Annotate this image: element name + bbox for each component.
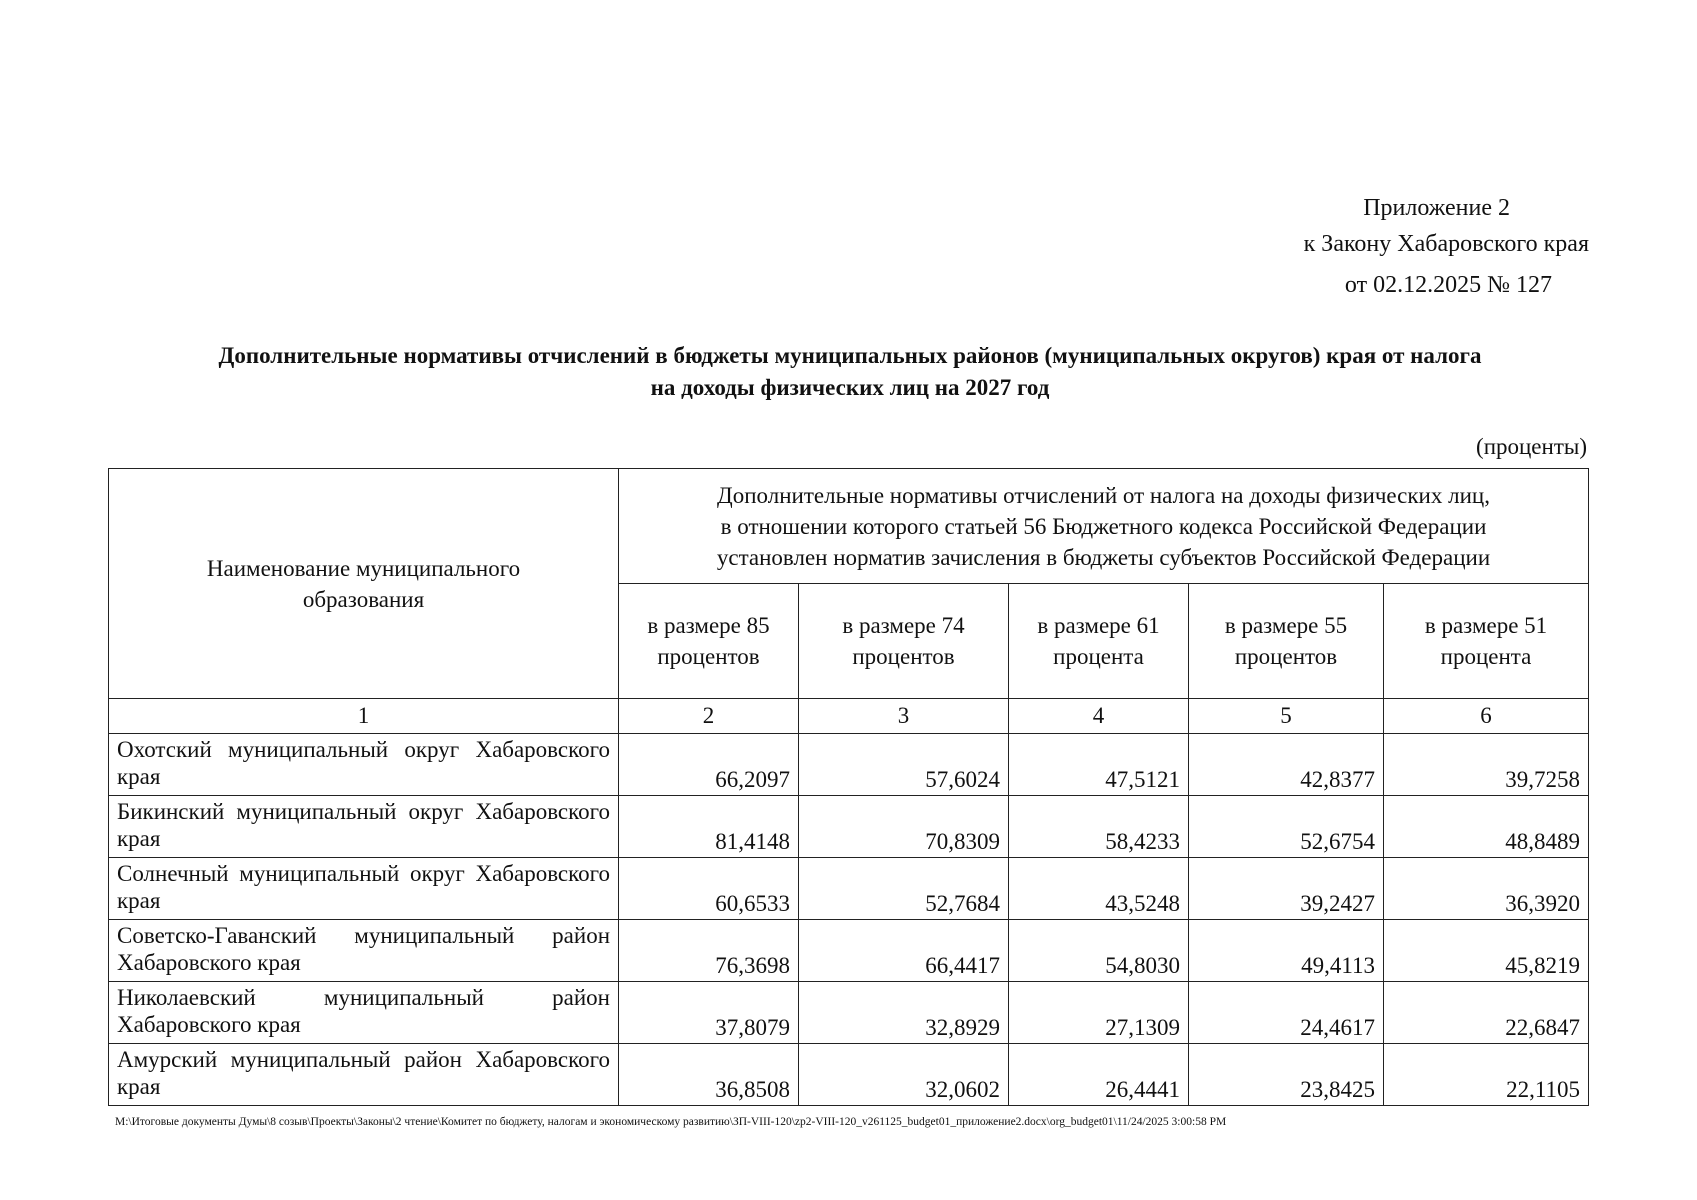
value-cell: 32,8929 bbox=[799, 982, 1009, 1044]
sub-header-line-2: процентов bbox=[852, 644, 955, 669]
value-cell: 81,4148 bbox=[619, 796, 799, 858]
value-cell: 52,7684 bbox=[799, 858, 1009, 920]
value-cell: 76,3698 bbox=[619, 920, 799, 982]
value-cell: 36,3920 bbox=[1384, 858, 1589, 920]
sub-header-line-1: в размере 61 bbox=[1037, 613, 1160, 638]
value-cell: 42,8377 bbox=[1189, 734, 1384, 796]
file-path-footer: M:\Итоговые документы Думы\8 созыв\Проекты\Законы\2 чтение\Комитет по бюджету, налогам и экономическому развитию\ЗП-VIII-120\zp2-VIII-120_v261125_budget01_приложение2.docx\org_budget01\11/24/2025 3:00:58 PM bbox=[115, 1116, 1227, 1128]
column-number-1: 1 bbox=[109, 699, 619, 734]
value-cell: 48,8489 bbox=[1384, 796, 1589, 858]
table-row bbox=[109, 1044, 1589, 1106]
sub-header-line-2: процента bbox=[1440, 644, 1532, 669]
annex-number: Приложение 2 bbox=[1363, 195, 1510, 221]
header-span-line-1: Дополнительные нормативы отчислений от налога на доходы физических лиц, bbox=[717, 482, 1490, 508]
municipality-name: Солнечный муниципальный округ Хабаровского края bbox=[109, 858, 619, 920]
value-cell: 66,4417 bbox=[799, 920, 1009, 982]
value-cell: 26,4441 bbox=[1009, 1044, 1189, 1106]
sub-header-col-6 bbox=[1384, 584, 1589, 699]
municipality-name: Амурский муниципальный район Хабаровского края bbox=[109, 1044, 619, 1106]
title-line-1: Дополнительные нормативы отчислений в бюджеты муниципальных районов (муниципальных округов) края от налога bbox=[218, 343, 1482, 368]
value-cell: 49,4113 bbox=[1189, 920, 1384, 982]
municipality-name: Бикинский муниципальный округ Хабаровского края bbox=[109, 796, 619, 858]
sub-header-col-3 bbox=[799, 584, 1009, 699]
value-cell: 27,1309 bbox=[1009, 982, 1189, 1044]
municipality-name: Советско-Гаванский муниципальный район Хабаровского края bbox=[109, 920, 619, 982]
column-number-6: 6 bbox=[1384, 699, 1589, 734]
value-cell: 37,8079 bbox=[619, 982, 799, 1044]
sub-header-line-1: в размере 85 bbox=[647, 613, 770, 638]
value-cell: 24,4617 bbox=[1189, 982, 1384, 1044]
value-cell: 54,8030 bbox=[1009, 920, 1189, 982]
allocation-table bbox=[108, 468, 1589, 1106]
sub-header-col-2 bbox=[619, 584, 799, 699]
table-row bbox=[109, 734, 1589, 796]
value-cell: 58,4233 bbox=[1009, 796, 1189, 858]
annex-law: к Закону Хабаровского края bbox=[1303, 231, 1589, 257]
municipality-name: Охотский муниципальный округ Хабаровского края bbox=[109, 734, 619, 796]
value-cell: 43,5248 bbox=[1009, 858, 1189, 920]
sub-header-line-1: в размере 74 bbox=[842, 613, 965, 638]
header-span-line-2: в отношении которого статьей 56 Бюджетного кодекса Российской Федерации bbox=[720, 513, 1487, 539]
value-cell: 32,0602 bbox=[799, 1044, 1009, 1106]
sub-header-line-2: процентов bbox=[657, 644, 760, 669]
column-number-5: 5 bbox=[1189, 699, 1384, 734]
table-body bbox=[109, 734, 1589, 1106]
value-cell: 45,8219 bbox=[1384, 920, 1589, 982]
unit-note: (проценты) bbox=[1476, 434, 1587, 459]
header-span-line-3: установлен норматив зачисления в бюджеты субъектов Российской Федерации bbox=[716, 544, 1491, 570]
value-cell: 57,6024 bbox=[799, 734, 1009, 796]
sub-header-line-2: процента bbox=[1053, 644, 1144, 669]
municipality-name: Николаевский муниципальный район Хабаровского края bbox=[109, 982, 619, 1044]
document-title bbox=[110, 340, 1590, 404]
column-number-2: 2 bbox=[619, 699, 799, 734]
table-row bbox=[109, 982, 1589, 1044]
value-cell: 39,7258 bbox=[1384, 734, 1589, 796]
header-name-line-1: Наименование муниципального bbox=[206, 555, 521, 581]
value-cell: 52,6754 bbox=[1189, 796, 1384, 858]
annex-header bbox=[1304, 190, 1589, 303]
sub-header-line-1: в размере 55 bbox=[1224, 613, 1348, 638]
value-cell: 39,2427 bbox=[1189, 858, 1384, 920]
value-cell: 36,8508 bbox=[619, 1044, 799, 1106]
table-row bbox=[109, 920, 1589, 982]
title-line-2: на доходы физических лиц на 2027 год bbox=[650, 375, 1050, 400]
column-number-3: 3 bbox=[799, 699, 1009, 734]
header-spanning bbox=[619, 469, 1589, 584]
annex-date: от 02.12.2025 № 127 bbox=[1344, 272, 1552, 298]
value-cell: 66,2097 bbox=[619, 734, 799, 796]
value-cell: 60,6533 bbox=[619, 858, 799, 920]
value-cell: 23,8425 bbox=[1189, 1044, 1384, 1106]
sub-header-line-1: в размере 51 bbox=[1424, 613, 1548, 638]
value-cell: 22,6847 bbox=[1384, 982, 1589, 1044]
sub-header-col-4 bbox=[1009, 584, 1189, 699]
table-row bbox=[109, 796, 1589, 858]
value-cell: 22,1105 bbox=[1384, 1044, 1589, 1106]
header-name-line-2: образования bbox=[302, 586, 425, 612]
header-name-column bbox=[109, 469, 619, 699]
table-row bbox=[109, 858, 1589, 920]
column-number-4: 4 bbox=[1009, 699, 1189, 734]
sub-header-line-2: процентов bbox=[1234, 644, 1338, 669]
value-cell: 70,8309 bbox=[799, 796, 1009, 858]
sub-header-col-5 bbox=[1189, 584, 1384, 699]
column-number-row bbox=[109, 699, 1589, 734]
value-cell: 47,5121 bbox=[1009, 734, 1189, 796]
